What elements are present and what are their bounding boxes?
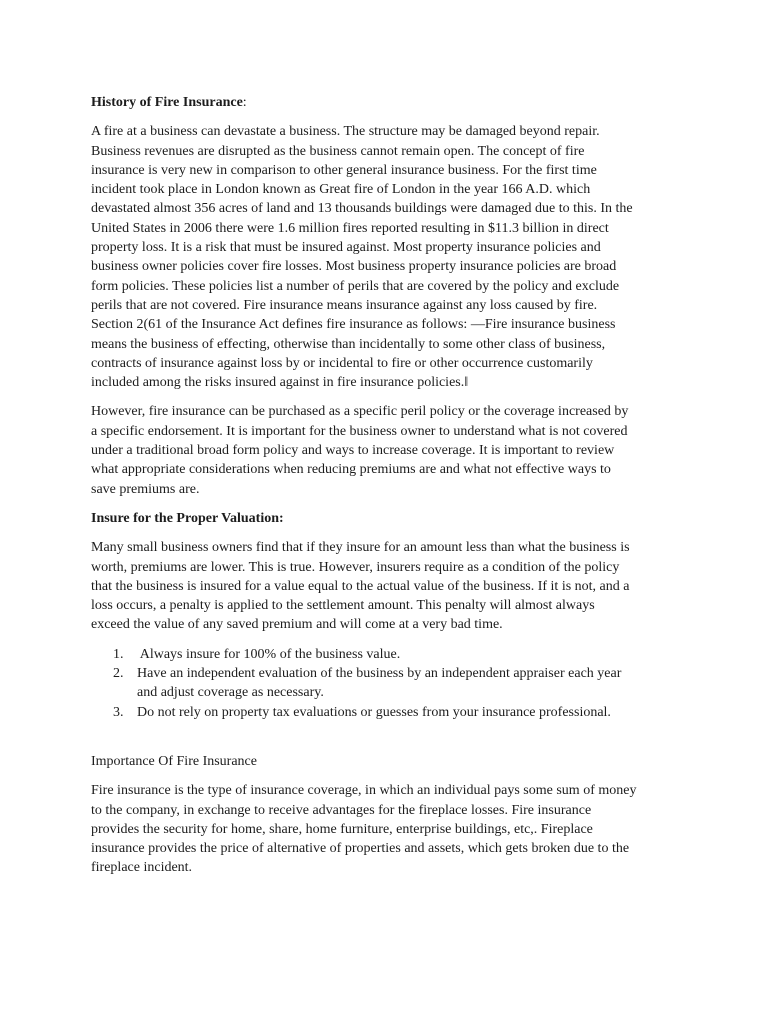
paragraph-line: that the business is insured for a value equal to the actual value of the business. If it is not, and a <box>91 578 630 594</box>
valuation-heading: Insure for the Proper Valuation: <box>91 510 284 526</box>
history-paragraph-2 <box>91 402 731 498</box>
paragraph-line: what appropriate considerations when reducing premiums are and what not effective ways to <box>91 462 611 478</box>
paragraph-line: A fire at a business can devastate a business. The structure may be damaged beyond repair. <box>91 124 600 140</box>
history-heading-colon: : <box>242 95 247 110</box>
paragraph-line: under a traditional broad form policy and ways to increase coverage. It is important to review <box>91 443 615 459</box>
paragraph-line: a specific endorsement. It is important for the business owner to understand what is not covered <box>91 423 628 439</box>
history-heading <box>91 93 731 112</box>
paragraph-line: worth, premiums are lower. This is true. However, insurers require as a condition of the policy <box>91 559 620 575</box>
paragraph-line: perils that are not covered. Fire insurance means insurance against any loss caused by fire. <box>91 297 598 313</box>
importance-paragraph <box>91 781 731 877</box>
paragraph-line: Fire insurance is the type of insurance coverage, in which an individual pays some sum of money <box>91 783 637 799</box>
valuation-paragraph <box>91 538 731 634</box>
list-item-text: and adjust coverage as necessary. <box>137 685 324 701</box>
paragraph-line: Many small business owners find that if they insure for an amount less than what the business is <box>91 540 630 556</box>
paragraph-line: United States in 2006 there were 1.6 million fires reported resulting in $11.3 billion in direct <box>91 220 609 236</box>
history-heading-text: History of Fire Insurance <box>91 95 243 110</box>
paragraph-line: to the company, in exchange to receive advantages for the fireplace losses. Fire insurance <box>91 802 592 818</box>
list-item <box>91 703 731 722</box>
list-number: 3. <box>113 704 124 720</box>
paragraph-line: However, fire insurance can be purchased as a specific peril policy or the coverage increased by <box>91 404 629 420</box>
paragraph-line: exceed the value of any saved premium and will come at a very bad time. <box>91 617 503 633</box>
paragraph-line: business owner policies cover fire losses. Most business property insurance policies are broad <box>91 259 617 275</box>
list-item-text: Do not rely on property tax evaluations or guesses from your insurance professional. <box>137 704 611 720</box>
document-page <box>91 93 731 888</box>
valuation-numbered-list <box>91 645 731 722</box>
paragraph-line: loss occurs, a penalty is applied to the settlement amount. This penalty will almost always <box>91 598 595 614</box>
list-item-text: Have an independent evaluation of the business by an independent appraiser each year <box>137 666 622 682</box>
list-item-text: Always insure for 100% of the business value. <box>137 646 401 662</box>
list-number: 2. <box>113 666 124 682</box>
paragraph-line: insurance provides the price of alternative of properties and assets, which gets broken due to the <box>91 841 630 857</box>
importance-heading: Importance Of Fire Insurance <box>91 753 257 769</box>
list-item <box>91 645 731 664</box>
paragraph-line: Business revenues are disrupted as the business cannot remain open. The concept of fire <box>91 143 585 159</box>
paragraph-line: incident took place in London known as Great fire of London in the year 166 A.D. which <box>91 182 591 198</box>
paragraph-line: provides the security for home, share, home furniture, enterprise buildings, etc,. Fireplace <box>91 821 593 837</box>
paragraph-line: contracts of insurance against loss by or incidental to fire or other occurrence customarily <box>91 355 593 371</box>
paragraph-line: fireplace incident. <box>91 860 193 876</box>
paragraph-line: included among the risks insured against in fire insurance policies.‖ <box>91 375 469 391</box>
paragraph-line: form policies. These policies list a number of perils that are covered by the policy and exclude <box>91 278 620 294</box>
paragraph-line: insurance is very new in comparison to other general insurance business. For the first time <box>91 162 597 178</box>
list-item <box>91 664 731 703</box>
list-number: 1. <box>113 646 124 662</box>
paragraph-line: Section 2(61 of the Insurance Act defines fire insurance as follows: ―Fire insurance business <box>91 317 616 333</box>
paragraph-line: means the business of effecting, otherwise than incidentally to some other class of business, <box>91 336 606 352</box>
paragraph-line: property loss. It is a risk that must be insured against. Most property insurance policies and <box>91 240 601 256</box>
paragraph-line: save premiums are. <box>91 481 200 497</box>
paragraph-line: devastated almost 356 acres of land and 13 thousands buildings were damaged due to this. In the <box>91 201 633 217</box>
history-paragraph-1 <box>91 122 731 392</box>
